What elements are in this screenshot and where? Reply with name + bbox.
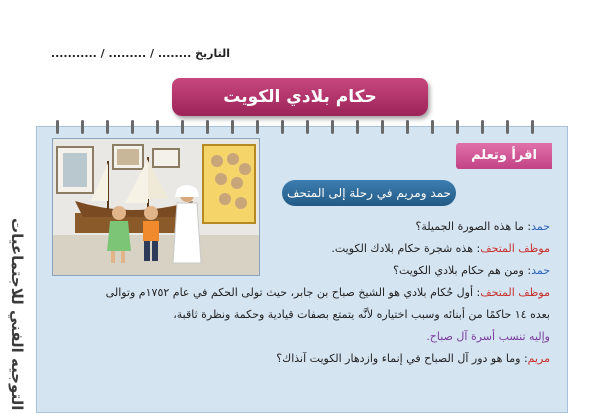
dialogue-text: : ما هذه الصورة الجميلة؟ (415, 220, 532, 233)
dialogue-line (42, 348, 550, 370)
binder-ring (81, 120, 84, 134)
dialogue-line (42, 282, 550, 304)
binder-ring (431, 120, 434, 134)
speaker-name: موظف المتحف (480, 286, 550, 299)
binder-ring (131, 120, 134, 134)
dialogue-line (42, 304, 550, 326)
binder-ring (256, 120, 259, 134)
speaker-name: حمد (531, 264, 550, 277)
speaker-name: حمد (531, 220, 550, 233)
binder-rings (36, 120, 566, 138)
section-label: اقرأ وتعلم (456, 143, 552, 169)
dialogue-text: : هذه شجرة حكام بلادك الكويت. (331, 242, 481, 255)
binder-ring (306, 120, 309, 134)
dialogue-line (212, 260, 550, 282)
dialogue-text: : أول حُكام بلادي هو الشيخ صباح بن جابر، حيث تولى الحكم في عام ١٧٥٢م وتوالى (105, 286, 481, 299)
side-watermark-text: التوجيه الفني للاجتماعيات (8, 217, 26, 410)
binder-ring (106, 120, 109, 134)
binder-ring (156, 120, 159, 134)
dialogue-text: : ومن هم حكام بلادي الكويت؟ (393, 264, 532, 277)
binder-ring (231, 120, 234, 134)
lesson-subtitle: حمد ومريم في رحلة إلى المتحف (282, 180, 456, 206)
binder-ring (206, 120, 209, 134)
binder-ring (531, 120, 534, 134)
dialogue-text: وإليه تنسب أسرة آل صباح. (426, 330, 550, 343)
dialogue-line (212, 216, 550, 238)
binder-ring (56, 120, 59, 134)
binder-ring (181, 120, 184, 134)
dialogue-text: بعده ١٤ حاكمًا من أبنائه وسبب اختياره لأنَّه يتمتع بصفات قيادية وحكمة ونظرة ثاقبة، (173, 308, 550, 321)
dialogue-block (105, 216, 550, 370)
binder-ring (406, 120, 409, 134)
dialogue-line (212, 238, 550, 260)
binder-ring (506, 120, 509, 134)
date-line: التاريخ ........ / ......... / ........... (50, 47, 230, 60)
page-title: حكام بلادي الكويت (172, 78, 428, 116)
binder-ring (331, 120, 334, 134)
binder-ring (456, 120, 459, 134)
binder-ring (481, 120, 484, 134)
speaker-name: مريم (527, 352, 550, 365)
binder-ring (356, 120, 359, 134)
binder-ring (281, 120, 284, 134)
dialogue-line (42, 326, 550, 348)
speaker-name: موظف المتحف (480, 242, 550, 255)
dialogue-text: : وما هو دور آل الصباح في إنماء وازدهار الكويت آنذاك؟ (276, 352, 528, 365)
binder-ring (381, 120, 384, 134)
